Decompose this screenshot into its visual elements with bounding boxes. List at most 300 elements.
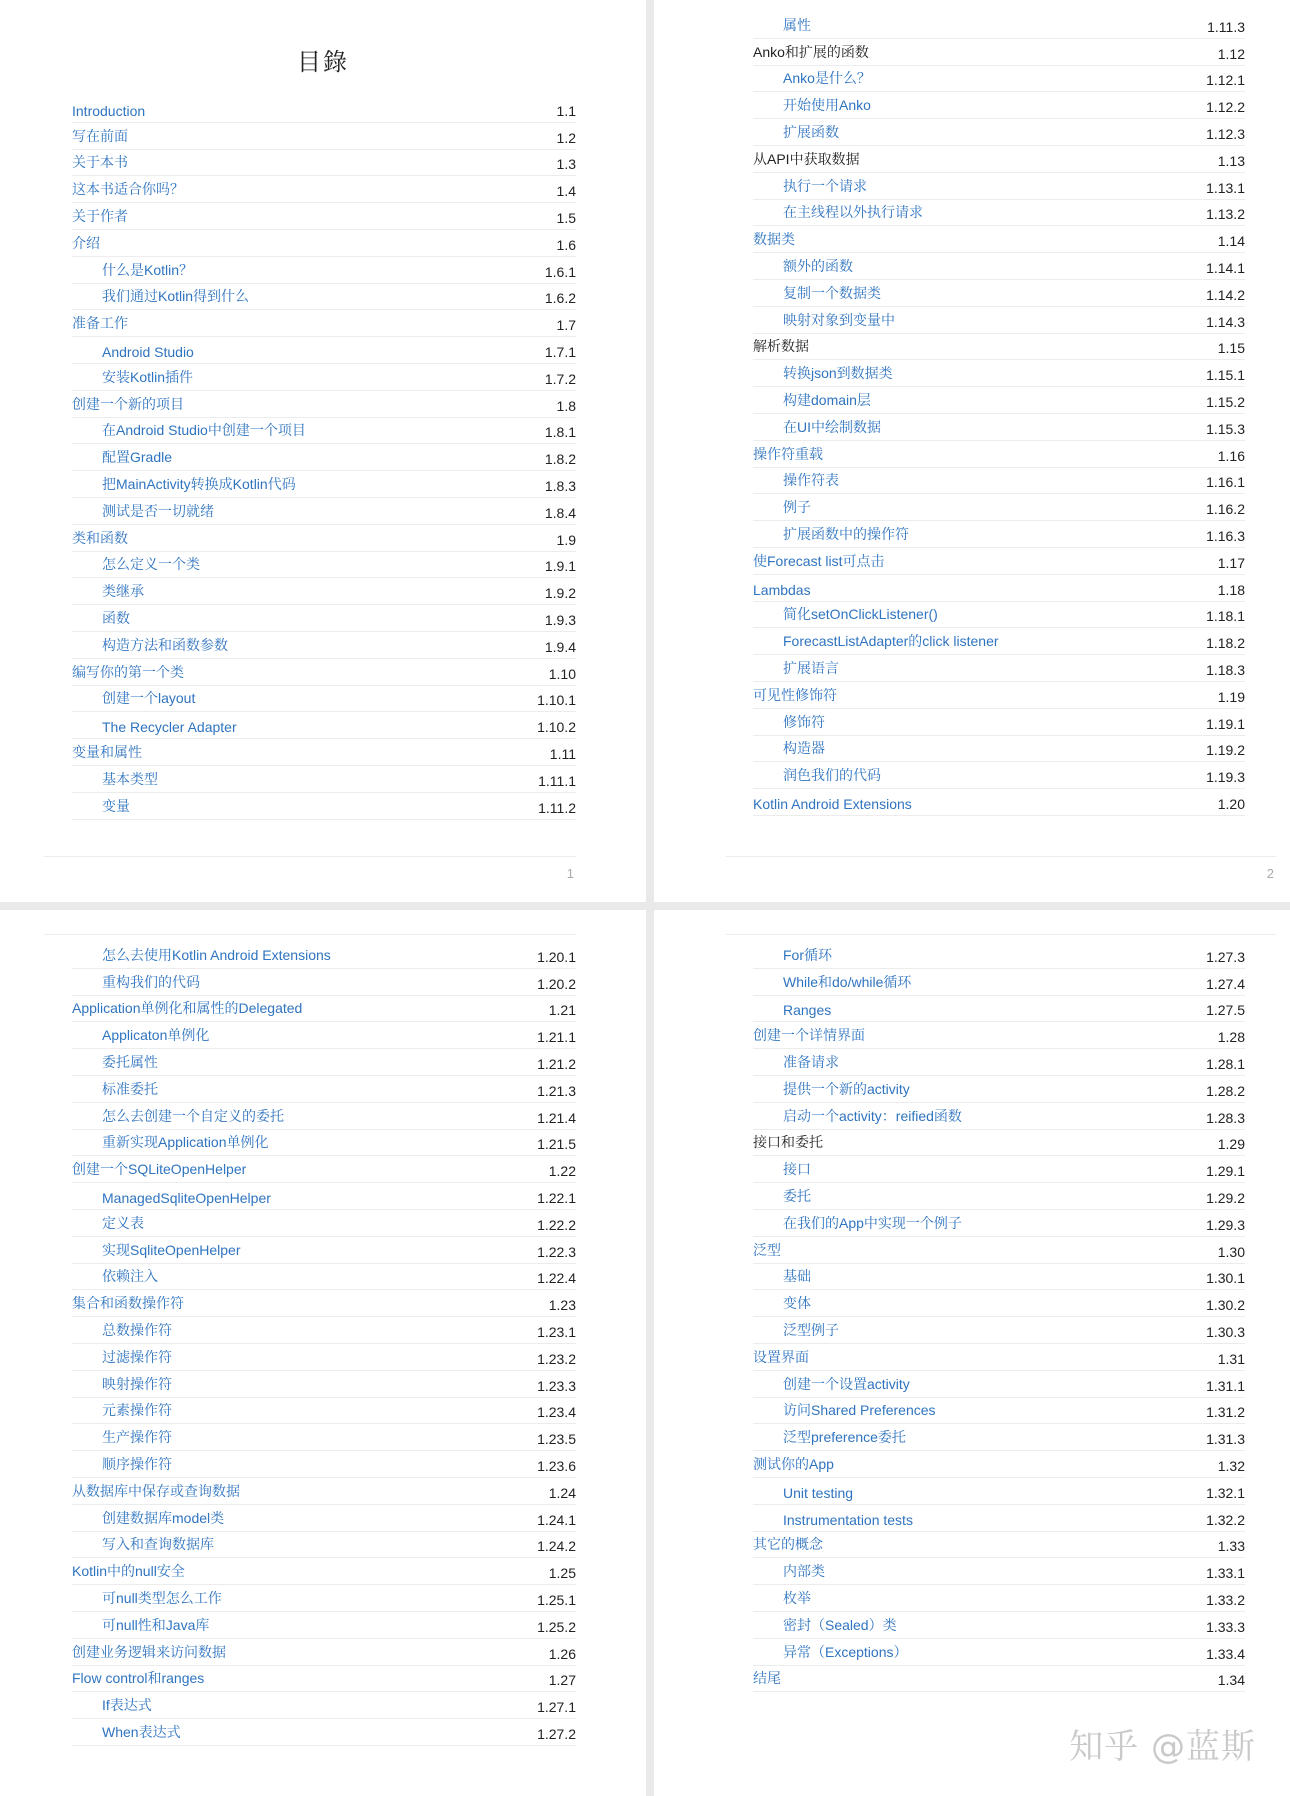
toc-entry-label[interactable]: 扩展函数 [783,123,839,140]
toc-entry-label[interactable]: 从API中获取数据 [753,150,860,167]
toc-entry[interactable] [753,1183,1245,1210]
toc-entry[interactable] [753,1076,1245,1103]
toc-entry-label[interactable]: 其它的概念 [753,1536,823,1553]
toc-entry[interactable] [753,1317,1245,1344]
toc-entry-label[interactable]: 可null性和Java库 [102,1616,210,1633]
toc-entry[interactable] [72,123,576,150]
toc-entry[interactable] [753,682,1245,709]
toc-entry-label[interactable]: 类和函数 [72,529,128,546]
toc-entry-number: 1.19 [1217,688,1245,705]
toc-entry-label[interactable]: 在我们的App中实现一个例子 [783,1214,962,1231]
toc-entry-label[interactable]: Lambdas [753,581,811,598]
toc-entry[interactable] [753,521,1245,548]
toc-entry[interactable] [753,1371,1245,1398]
footer-divider [726,856,1276,857]
toc-entry[interactable] [72,1371,576,1398]
toc-entry-number: 1.14.3 [1206,313,1245,330]
toc-entry[interactable] [753,1049,1245,1076]
toc-entry-label[interactable]: 测试你的App [753,1455,834,1472]
toc-entry-number: 1.14.1 [1206,259,1245,276]
toc-entry-label[interactable]: 生产操作符 [102,1429,172,1446]
toc-entry-number: 1.34 [1217,1672,1245,1689]
toc-entry-label[interactable]: 内部类 [783,1563,825,1580]
toc-entry-label[interactable]: 变量和属性 [72,743,142,760]
toc-entry-label[interactable]: 创建一个新的项目 [72,395,184,412]
toc-entry-label[interactable]: 可null类型怎么工作 [102,1589,222,1606]
toc-entry[interactable] [753,280,1245,307]
toc-entry-number: 1.18 [1217,581,1245,598]
toc-entry-label[interactable]: 复制一个数据类 [783,284,881,301]
toc-entry-number: 1.23.5 [537,1431,576,1448]
toc-entry-label[interactable]: 在Android Studio中创建一个项目 [102,422,306,439]
toc-entry-label[interactable]: Instrumentation tests [783,1511,913,1528]
toc-entry-label[interactable]: 创建一个详情界面 [753,1027,865,1044]
toc-entry-label[interactable]: 重构我们的代码 [102,973,200,990]
toc-entry[interactable] [72,552,576,579]
toc-entry[interactable] [753,66,1245,93]
toc-entry-label[interactable]: 设置界面 [753,1348,809,1365]
toc-entry-label[interactable]: Anko和扩展的函数 [753,43,869,60]
toc-entry-label[interactable]: 怎么去创建一个自定义的委托 [102,1107,284,1124]
toc-entry-label[interactable]: 集合和函数操作符 [72,1295,184,1312]
toc-entry-label[interactable]: 创建业务逻辑来访问数据 [72,1643,226,1660]
toc-entry-label[interactable]: Applicaton单例化 [102,1027,210,1044]
toc-entry-number: 1.27.2 [537,1725,576,1742]
toc-entry-label[interactable]: If表达式 [102,1697,152,1714]
toc-entry[interactable] [753,1156,1245,1183]
toc-entry-label[interactable]: 修饰符 [783,713,825,730]
toc-entry-number: 1.32.1 [1206,1484,1245,1501]
toc-entry[interactable] [72,1612,576,1639]
toc-entry-label[interactable]: 结尾 [753,1670,781,1687]
toc-entry[interactable] [72,96,576,123]
toc-entry-label[interactable]: 构造方法和函数参数 [102,636,228,653]
toc-entry-number: 1.8 [556,397,576,414]
toc-entry-label[interactable]: 标准委托 [102,1080,158,1097]
toc-entry[interactable] [72,996,576,1023]
toc-entry-label[interactable]: 泛型例子 [783,1321,839,1338]
toc-entry-number: 1.33.3 [1206,1618,1245,1635]
toc-entry-label[interactable]: Kotlin Android Extensions [753,795,912,812]
toc-entry-number: 1.9.4 [544,638,576,655]
toc-entry[interactable] [753,387,1245,414]
toc-entry[interactable] [753,969,1245,996]
toc-entry-number: 1.33.2 [1206,1591,1245,1608]
toc-entry-number: 1.22.1 [537,1189,576,1206]
toc-entry[interactable] [72,1237,576,1264]
toc-entry[interactable] [72,1451,576,1478]
toc-entry[interactable] [753,575,1245,602]
toc-entry-number: 1.21 [548,1002,576,1019]
toc-entry-label[interactable]: 过滤操作符 [102,1348,172,1365]
toc-entry[interactable] [72,444,576,471]
toc-entry-number: 1.33.4 [1206,1645,1245,1662]
toc-entry-label[interactable]: 异常（Exceptions） [783,1643,908,1660]
toc-entry[interactable] [72,337,576,364]
toc-entry[interactable] [72,1558,576,1585]
toc-entry-label[interactable]: Application单例化和属性的Delegated [72,1000,303,1017]
toc-entry-number: 1.22.2 [537,1216,576,1233]
toc-entry-number: 1.21.1 [537,1029,576,1046]
toc-entry-label[interactable]: 执行一个请求 [783,177,867,194]
toc-entry-label[interactable]: 解析数据 [753,338,809,355]
toc-entry[interactable] [72,969,576,996]
toc-entry[interactable] [72,1692,576,1719]
toc-entry-number: 1.24.2 [537,1538,576,1555]
toc-entry-number: 1.20.1 [537,948,576,965]
toc-entry-number: 1.23.3 [537,1377,576,1394]
toc-entry-label[interactable]: 写在前面 [72,127,128,144]
toc-entry-label[interactable]: 委托 [783,1187,811,1204]
toc-entry-number: 1.14.2 [1206,286,1245,303]
toc-entry[interactable] [72,391,576,418]
toc-entry[interactable] [753,996,1245,1023]
toc-entry[interactable] [753,1558,1245,1585]
toc-entry[interactable] [72,1317,576,1344]
toc-entry[interactable] [72,1666,576,1693]
toc-entry-label[interactable]: 在UI中绘制数据 [783,418,881,435]
toc-entry[interactable] [72,578,576,605]
toc-entry[interactable] [753,1585,1245,1612]
toc-entry[interactable] [753,1237,1245,1264]
toc-entry-number: 1.6 [556,236,576,253]
toc-entry[interactable] [72,1049,576,1076]
toc-entry[interactable] [753,1612,1245,1639]
toc-entry[interactable] [72,525,576,552]
toc-entry-number: 1.10.2 [537,719,576,736]
toc-entry-label[interactable]: 密封（Sealed）类 [783,1616,897,1633]
toc-entry-label[interactable]: 额外的函数 [783,257,853,274]
toc-entry-number: 1.8.4 [544,504,576,521]
toc-entry-label[interactable]: 怎么去使用Kotlin Android Extensions [102,946,331,963]
toc-entry[interactable] [753,1103,1245,1130]
toc-entry[interactable] [753,548,1245,575]
toc-entry-label[interactable]: 什么是Kotlin？ [102,261,194,278]
toc-entry-label[interactable]: 使Forecast list可点击 [753,552,885,569]
toc-entry[interactable] [753,1451,1245,1478]
toc-list [72,942,576,1746]
toc-entry[interactable] [72,310,576,337]
toc-entry-number: 1.26 [548,1645,576,1662]
toc-entry-number: 1.27.3 [1206,948,1245,965]
toc-entry[interactable] [72,712,576,739]
toc-entry-label[interactable]: 函数 [102,609,130,626]
toc-entry-label[interactable]: 我们通过Kotlin得到什么 [102,288,250,305]
toc-entry[interactable] [753,468,1245,495]
toc-entry-label[interactable]: 扩展函数中的操作符 [783,525,909,542]
toc-entry[interactable] [753,1130,1245,1157]
toc-entry-label[interactable]: 操作符重载 [753,445,823,462]
toc-entry-label[interactable]: 简化setOnClickListener() [783,606,938,623]
toc-entry[interactable] [753,736,1245,763]
toc-entry[interactable] [753,146,1245,173]
toc-page-4 [654,910,1290,1796]
toc-entry-label[interactable]: 关于本书 [72,154,128,171]
toc-entry-number: 1.11.3 [1207,18,1245,35]
toc-entry-number: 1.30.2 [1206,1297,1245,1314]
toc-entry[interactable] [72,1156,576,1183]
toc-list [753,12,1245,816]
toc-entry-number: 1.15.3 [1206,420,1245,437]
toc-entry[interactable] [72,686,576,713]
toc-entry-label[interactable]: 这本书适合你吗？ [72,181,184,198]
toc-entry-label[interactable]: 访问Shared Preferences [783,1402,936,1419]
toc-entry-number: 1.29.2 [1206,1189,1245,1206]
toc-entry[interactable] [753,119,1245,146]
toc-entry[interactable] [753,709,1245,736]
toc-entry[interactable] [753,307,1245,334]
toc-entry-label[interactable]: 准备请求 [783,1053,839,1070]
toc-entry[interactable] [753,494,1245,521]
toc-entry[interactable] [72,364,576,391]
toc-entry-label[interactable]: 映射操作符 [102,1375,172,1392]
toc-entry[interactable] [72,632,576,659]
toc-entry-label[interactable]: 数据类 [753,231,795,248]
toc-entry-label[interactable]: Introduction [72,102,146,119]
toc-entry[interactable] [72,176,576,203]
toc-list [72,96,576,820]
toc-entry[interactable] [753,942,1245,969]
toc-entry-label[interactable]: 怎么定义一个类 [102,556,200,573]
toc-entry[interactable] [753,1532,1245,1559]
toc-entry[interactable] [72,203,576,230]
toc-entry-label[interactable]: 元素操作符 [102,1402,172,1419]
toc-entry-number: 1.13 [1217,152,1245,169]
toc-entry-number: 1.22 [548,1163,576,1180]
toc-entry-label[interactable]: 类继承 [102,583,144,600]
toc-entry-label[interactable]: ManagedSqliteOpenHelper [102,1189,271,1206]
toc-entry-label[interactable]: 泛型 [753,1241,781,1258]
toc-entry[interactable] [753,1424,1245,1451]
toc-entry[interactable] [753,334,1245,361]
toc-entry[interactable] [72,1532,576,1559]
toc-entry-label[interactable]: Android Studio [102,343,194,360]
toc-entry[interactable] [72,230,576,257]
toc-entry-number: 1.24 [548,1484,576,1501]
toc-entry[interactable] [753,1344,1245,1371]
toc-entry[interactable] [753,441,1245,468]
toc-entry[interactable] [72,257,576,284]
toc-entry[interactable] [72,659,576,686]
toc-entry[interactable] [753,414,1245,441]
toc-entry[interactable] [72,766,576,793]
toc-entry[interactable] [72,739,576,766]
toc-entry-label[interactable]: 构建domain层 [783,391,871,408]
toc-entry-label[interactable]: Kotlin中的null安全 [72,1563,185,1580]
toc-entry[interactable] [72,942,576,969]
toc-entry-label[interactable]: 测试是否一切就绪 [102,502,214,519]
toc-entry-label[interactable]: 写入和查询数据库 [102,1536,214,1553]
toc-entry-label[interactable]: 编写你的第一个类 [72,663,184,680]
toc-entry-label[interactable]: 转换json到数据类 [783,365,893,382]
toc-entry-label[interactable]: 关于作者 [72,207,128,224]
toc-entry[interactable] [753,360,1245,387]
toc-entry-label[interactable]: 启动一个activity：reified函数 [783,1107,962,1124]
toc-entry-number: 1.28.2 [1206,1082,1245,1099]
toc-entry[interactable] [72,1585,576,1612]
toc-entry[interactable] [72,150,576,177]
toc-entry-number: 1.9.1 [544,558,576,575]
toc-entry-label[interactable]: 提供一个新的activity [783,1080,910,1097]
toc-entry-label[interactable]: 泛型preference委托 [783,1429,906,1446]
toc-entry-label[interactable]: 配置Gradle [102,449,173,466]
toc-entry[interactable] [753,1264,1245,1291]
toc-entry[interactable] [72,1130,576,1157]
toc-entry-label[interactable]: Ranges [783,1002,832,1019]
toc-entry-label[interactable]: Flow control和ranges [72,1670,205,1687]
toc-entry-label[interactable]: 变量 [102,797,130,814]
toc-entry-number: 1.27.1 [537,1699,576,1716]
toc-entry-number: 1.17 [1217,554,1245,571]
toc-entry[interactable] [72,1344,576,1371]
footer-divider [44,856,576,857]
toc-entry-label[interactable]: 在主线程以外执行请求 [783,204,923,221]
toc-entry-label[interactable]: While和do/while循环 [783,973,912,990]
toc-entry-label[interactable]: 基础 [783,1268,811,1285]
toc-entry-number: 1.16.1 [1206,474,1245,491]
toc-entry-number: 1.27.4 [1206,975,1245,992]
toc-entry-label[interactable]: 例子 [783,499,811,516]
toc-entry-label[interactable]: 接口 [783,1161,811,1178]
toc-entry-label[interactable]: 定义表 [102,1214,144,1231]
toc-entry-number: 1.1 [556,102,576,119]
toc-entry-label[interactable]: 操作符表 [783,472,839,489]
toc-entry-label[interactable]: 创建一个设置activity [783,1375,910,1392]
toc-entry-label[interactable]: 创建数据库model类 [102,1509,225,1526]
toc-entry[interactable] [72,793,576,820]
toc-entry[interactable] [753,92,1245,119]
toc-entry-number: 1.20.2 [537,975,576,992]
toc-entry-label[interactable]: 重新实现Application单例化 [102,1134,269,1151]
toc-entry-label[interactable]: 接口和委托 [753,1134,823,1151]
toc-entry-number: 1.6.2 [544,290,576,307]
toc-entry-number: 1.11.1 [538,772,576,789]
toc-entry-number: 1.19.1 [1206,715,1245,732]
toc-entry[interactable] [753,1478,1245,1505]
toc-entry[interactable] [753,253,1245,280]
toc-entry-label[interactable]: 顺序操作符 [102,1455,172,1472]
toc-entry-label[interactable]: 创建一个layout [102,690,196,707]
toc-entry-label[interactable]: 开始使用Anko [783,97,871,114]
toc-entry[interactable] [72,1022,576,1049]
toc-entry-label[interactable]: The Recycler Adapter [102,719,237,736]
toc-entry-number: 1.23.2 [537,1350,576,1367]
toc-entry[interactable] [753,1639,1245,1666]
toc-entry[interactable] [753,762,1245,789]
toc-entry-label[interactable]: 枚举 [783,1589,811,1606]
toc-entry[interactable] [753,173,1245,200]
toc-entry-label[interactable]: 基本类型 [102,770,158,787]
toc-entry-number: 1.27.5 [1206,1002,1245,1019]
toc-entry-number: 1.23.4 [537,1404,576,1421]
toc-entry-label[interactable]: When表达式 [102,1723,181,1740]
toc-entry[interactable] [72,1183,576,1210]
toc-entry-label[interactable]: 创建一个SQLiteOpenHelper [72,1161,247,1178]
toc-entry-number: 1.4 [556,183,576,200]
toc-entry-number: 1.18.3 [1206,661,1245,678]
toc-entry-label[interactable]: 委托属性 [102,1053,158,1070]
toc-entry-label[interactable]: 可见性修饰符 [753,686,837,703]
toc-entry[interactable] [72,1290,576,1317]
toc-entry-label[interactable]: 安装Kotlin插件 [102,368,194,385]
toc-entry-number: 1.24.1 [537,1511,576,1528]
toc-entry-number: 1.14 [1217,233,1245,250]
toc-entry[interactable] [72,1478,576,1505]
toc-entry[interactable] [72,1210,576,1237]
toc-entry-number: 1.31 [1217,1350,1245,1367]
toc-entry[interactable] [753,1290,1245,1317]
toc-entry[interactable] [72,605,576,632]
toc-entry-number: 1.25.2 [537,1618,576,1635]
toc-entry[interactable] [753,200,1245,227]
toc-entry-label[interactable]: 映射对象到变量中 [783,311,895,328]
toc-entry-label[interactable]: 扩展语言 [783,659,839,676]
toc-entry-label[interactable]: 从数据库中保存或查询数据 [72,1482,240,1499]
toc-entry-label[interactable]: 变体 [783,1295,811,1312]
toc-entry-label[interactable]: 构造器 [783,740,825,757]
toc-entry[interactable] [753,1666,1245,1693]
toc-entry[interactable] [753,39,1245,66]
toc-entry-label[interactable]: 把MainActivity转换成Kotlin代码 [102,475,296,492]
toc-entry-number: 1.5 [556,209,576,226]
toc-entry-number: 1.23.6 [537,1457,576,1474]
toc-entry-label[interactable]: Unit testing [783,1484,854,1501]
toc-entry[interactable] [72,498,576,525]
toc-entry[interactable] [753,655,1245,682]
toc-entry-label[interactable]: 总数操作符 [102,1321,172,1338]
toc-entry[interactable] [753,628,1245,655]
toc-entry-number: 1.21.4 [537,1109,576,1126]
toc-entry-label[interactable]: For循环 [783,946,832,963]
toc-entry[interactable] [72,418,576,445]
toc-entry[interactable] [72,471,576,498]
toc-entry-number: 1.6.1 [544,263,576,280]
toc-entry[interactable] [72,1505,576,1532]
toc-entry-label[interactable]: Anko是什么？ [783,70,871,87]
toc-entry[interactable] [753,789,1245,816]
toc-entry[interactable] [72,1639,576,1666]
toc-entry-number: 1.12 [1217,45,1245,62]
toc-entry[interactable] [753,1398,1245,1425]
toc-entry-label[interactable]: ForecastListAdapter的click listener [783,633,999,650]
toc-entry[interactable] [72,284,576,311]
toc-entry[interactable] [753,226,1245,253]
toc-entry-number: 1.30.3 [1206,1323,1245,1340]
toc-entry-label[interactable]: 依赖注入 [102,1268,158,1285]
toc-entry-label[interactable]: 介绍 [72,234,100,251]
toc-entry-label[interactable]: 润色我们的代码 [783,767,881,784]
toc-entry[interactable] [72,1424,576,1451]
toc-page-2 [654,0,1290,902]
toc-entry-number: 1.7.2 [544,370,576,387]
toc-entry-number: 1.13.2 [1206,206,1245,223]
toc-entry[interactable] [72,1264,576,1291]
toc-entry-label[interactable]: 准备工作 [72,315,128,332]
toc-entry[interactable] [753,1505,1245,1532]
toc-entry[interactable] [753,1022,1245,1049]
toc-entry[interactable] [753,12,1245,39]
toc-entry[interactable] [72,1103,576,1130]
toc-entry-label[interactable]: 实现SqliteOpenHelper [102,1241,241,1258]
toc-entry-number: 1.30 [1217,1243,1245,1260]
toc-entry[interactable] [753,1210,1245,1237]
toc-entry[interactable] [72,1398,576,1425]
toc-entry[interactable] [753,602,1245,629]
toc-entry[interactable] [72,1076,576,1103]
toc-entry-label[interactable]: 属性 [783,16,811,33]
watermark: 知乎 @蓝斯 [1069,1727,1256,1767]
toc-entry[interactable] [72,1719,576,1746]
